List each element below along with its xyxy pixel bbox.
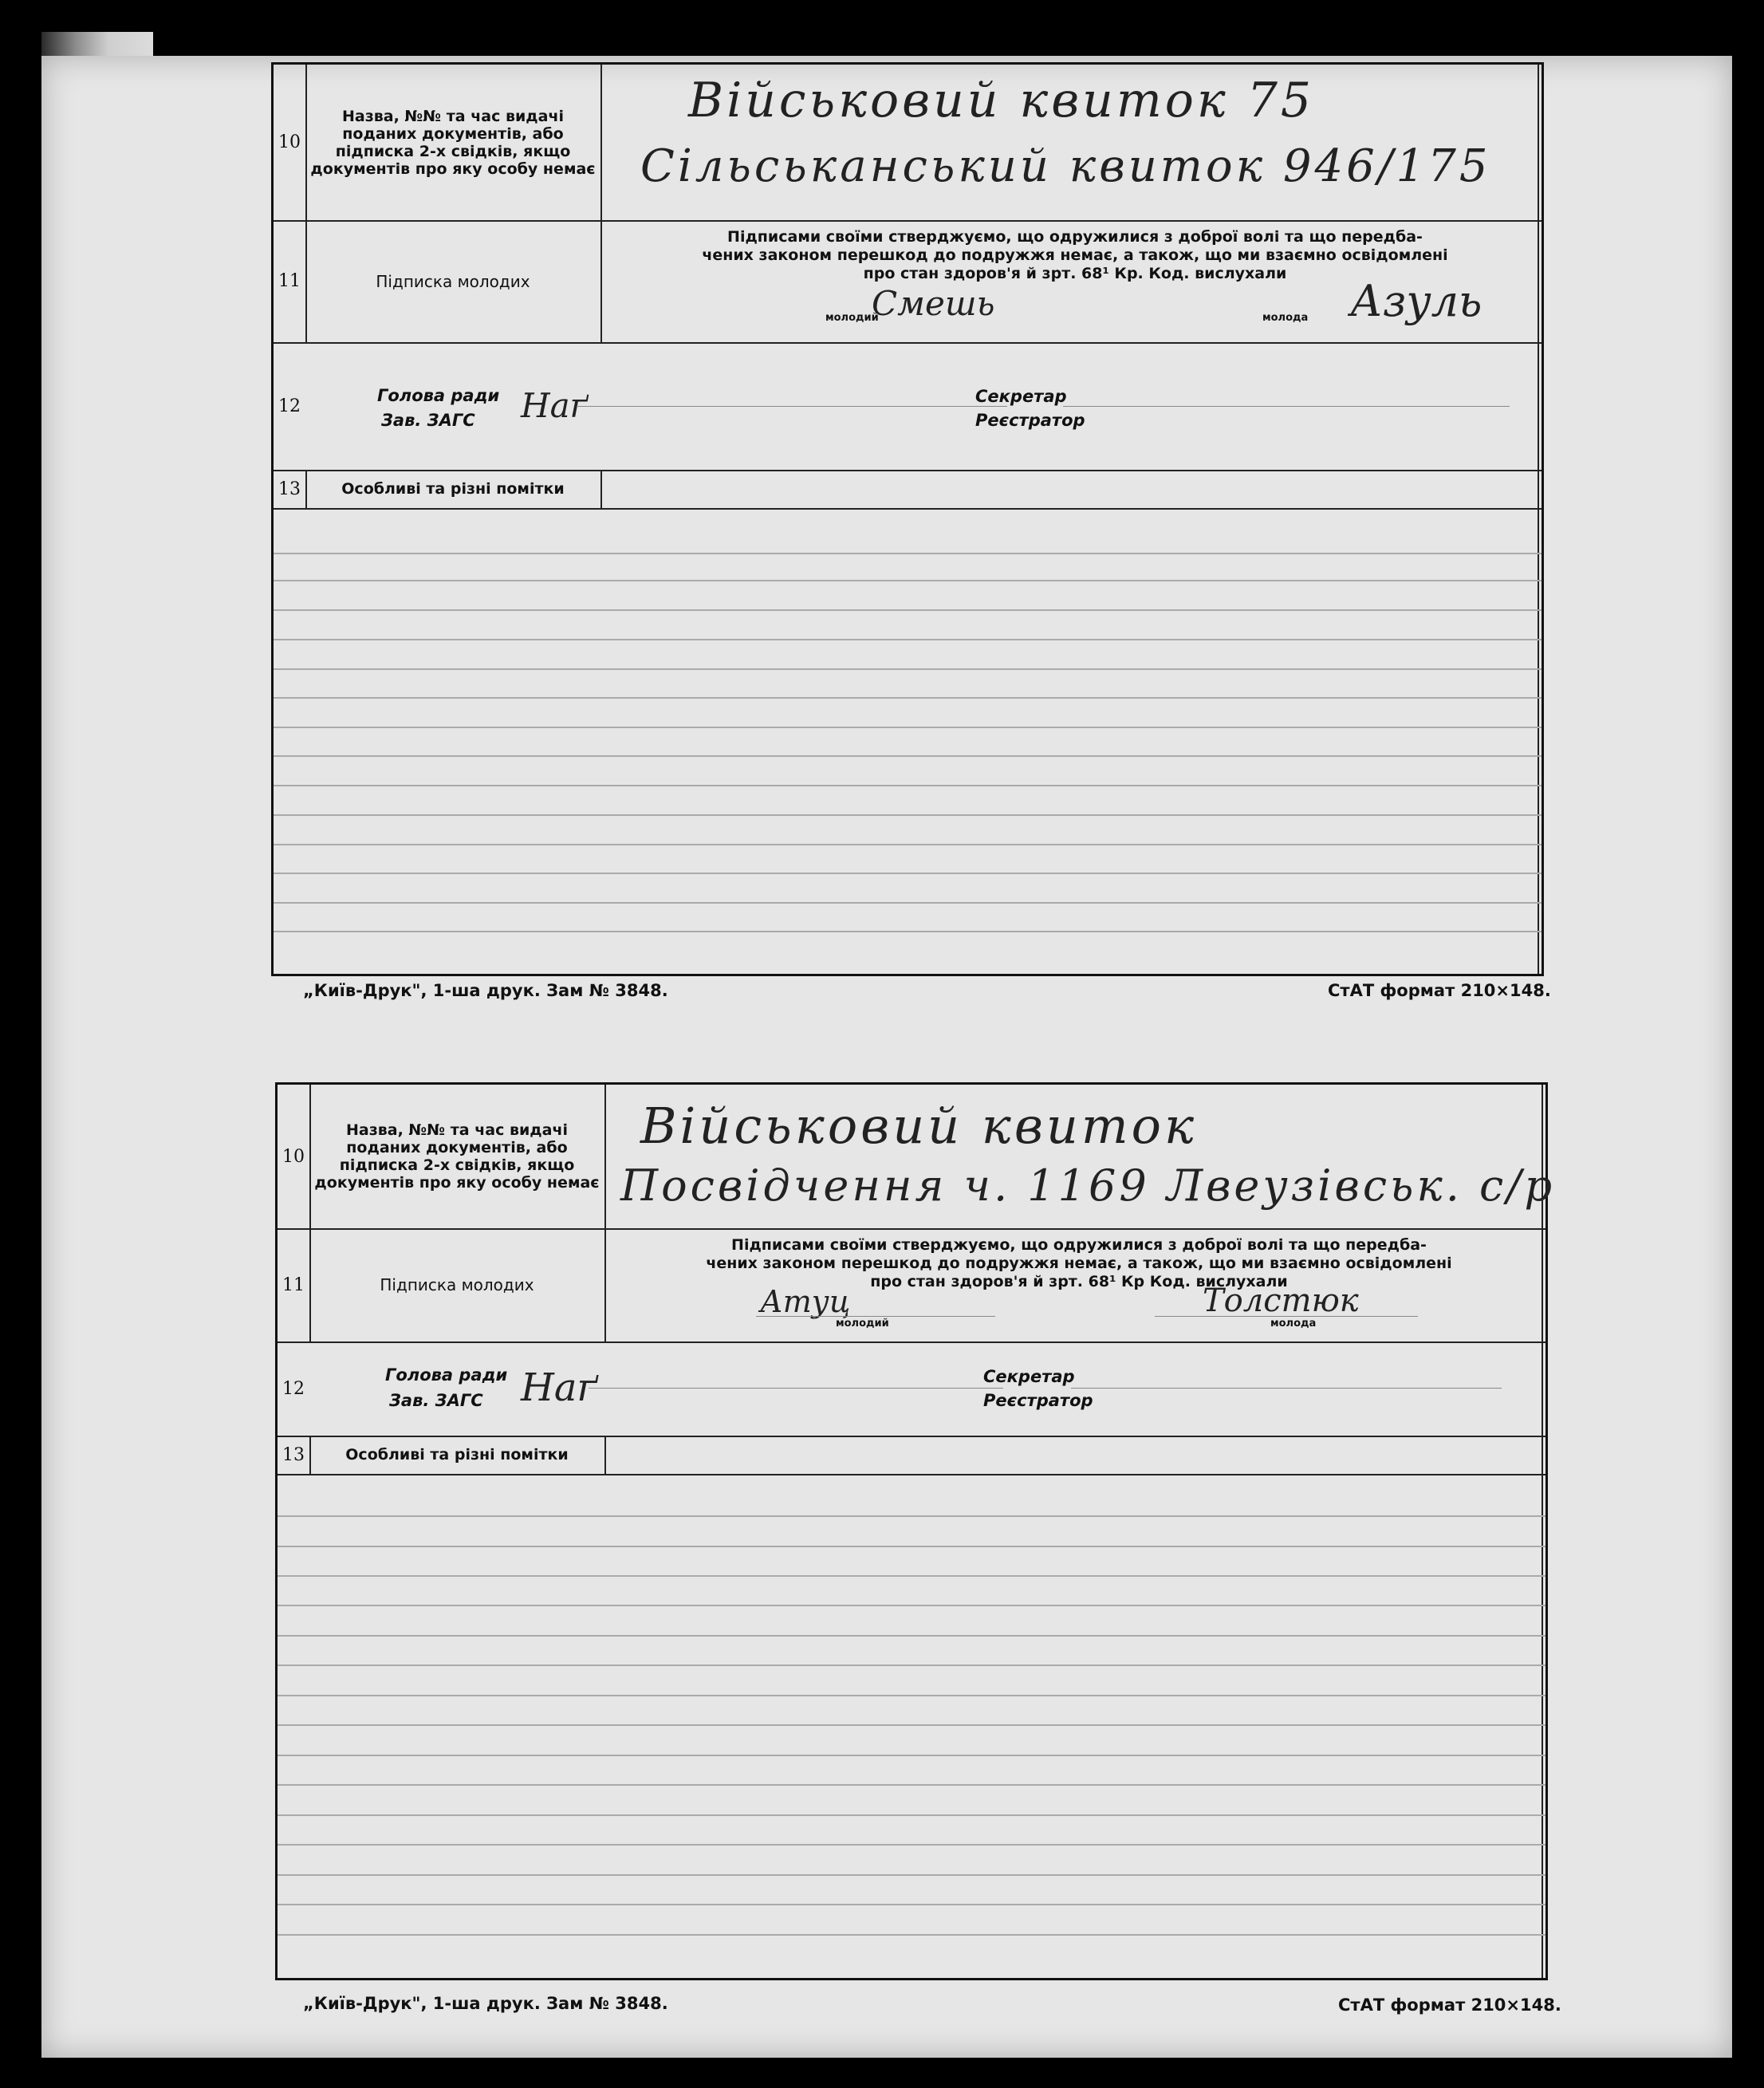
row-11 xyxy=(278,1228,1545,1343)
row-12 xyxy=(274,342,1542,471)
groom-signature: Смешь xyxy=(872,284,995,323)
row-number: 10 xyxy=(274,65,307,220)
bride-label: молода xyxy=(1262,312,1309,324)
remarks-label: Особливі та різні помітки xyxy=(305,470,602,508)
remarks-label: Особливі та різні помітки xyxy=(309,1436,606,1474)
head-label: Голова ради xyxy=(377,386,500,405)
bride-label: молода xyxy=(1270,1318,1317,1330)
row-number: 12 xyxy=(282,1378,305,1399)
groom-label: молодий xyxy=(825,312,879,324)
documents-label: Назва, №№ та час видачі поданих документів, або підписка 2-х свідків, якщо документів про яку особу немає xyxy=(309,1085,606,1228)
signatures-label: Підписка молодих xyxy=(309,1228,606,1341)
head-label: Голова ради xyxy=(385,1365,508,1385)
groom-signature: Атуц xyxy=(760,1284,851,1319)
signatures-label: Підписка молодих xyxy=(305,220,602,342)
head-signature: Наґ xyxy=(521,1365,597,1410)
handwritten-document-2: Посвідчення ч. 1169 Лвеузівськ. с/р xyxy=(620,1160,1556,1211)
head-signature: Наґ xyxy=(521,386,588,425)
handwritten-document-2: Сільськанський квиток 946/175 xyxy=(640,140,1491,192)
printer-footer-left: „Київ-Друк", 1-ша друк. Зам № 3848. xyxy=(303,1994,668,2013)
row-number: 10 xyxy=(278,1085,311,1228)
row-13 xyxy=(274,470,1542,510)
printer-footer-right: СтАТ формат 210×148. xyxy=(1338,1995,1561,2015)
row-10 xyxy=(274,65,1542,222)
printer-footer-left: „Київ-Друк", 1-ша друк. Зам № 3848. xyxy=(303,981,668,1000)
zags-label: Зав. ЗАГС xyxy=(389,1391,483,1410)
row-10 xyxy=(278,1085,1556,1230)
marriage-record-form-1 xyxy=(271,62,1544,976)
row-number: 11 xyxy=(278,1228,311,1341)
secretary-label: Секретар xyxy=(975,387,1067,406)
row-11 xyxy=(274,220,1542,344)
documents-label: Назва, №№ та час видачі поданих документів, або підписка 2-х свідків, якщо документів про яку особу немає xyxy=(305,65,602,220)
bride-signature: Азуль xyxy=(1350,276,1482,326)
bride-signature: Толстюк xyxy=(1203,1282,1359,1319)
registrar-label: Реєстратор xyxy=(975,411,1085,430)
handwritten-document-1: Військовий квиток 75 xyxy=(688,73,1315,128)
row-13 xyxy=(278,1436,1545,1475)
declaration-text: Підписами своїми стверджуємо, що одружилися з доброї волі та що передба- чених законом перешкод до подружжя немає, а також, що ми взаємно освідомлені про стан здоров'я й зрт. 68¹ Кр. Код. вислухали xyxy=(702,228,1448,282)
marriage-record-form-2 xyxy=(275,1082,1556,1980)
secretary-label: Секретар xyxy=(983,1367,1075,1386)
row-number: 12 xyxy=(278,396,301,416)
groom-label: молодий xyxy=(836,1318,889,1330)
row-number: 11 xyxy=(274,220,307,342)
registrar-label: Реєстратор xyxy=(983,1391,1093,1410)
row-number: 13 xyxy=(274,470,307,508)
zags-label: Зав. ЗАГС xyxy=(381,411,475,430)
row-12 xyxy=(278,1341,1545,1437)
row-number: 13 xyxy=(278,1436,311,1474)
printer-footer-right: СтАТ формат 210×148. xyxy=(1328,981,1551,1000)
handwritten-document-1: Військовий квиток xyxy=(640,1097,1197,1155)
declaration-text: Підписами своїми стверджуємо, що одружилися з доброї волі та що передба- чених законом перешкод до подружжя немає, а також, що ми взаємно освідомлені про стан здоров'я й зрт. 68¹ Кр Код. вислухали xyxy=(706,1236,1452,1290)
